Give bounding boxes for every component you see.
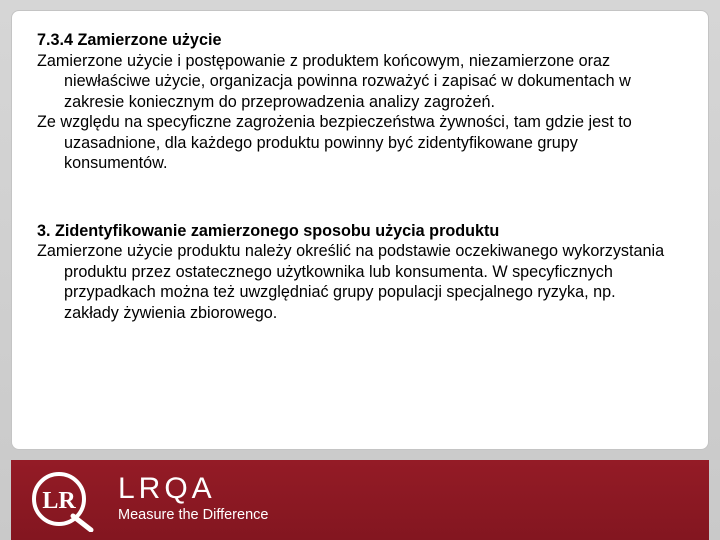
slide-text — [37, 30, 667, 323]
footer-band — [11, 460, 709, 540]
section-heading-intended-use: 7.3.4 Zamierzone użycie — [37, 31, 222, 49]
logo-name: LRQA — [118, 472, 216, 505]
paragraph-intended-use: Zamierzone użycie i postępowanie z produktem końcowym, niezamierzone oraz niewłaściwe użycie, organizacja powinna rozważyć i zapisać w dokumentach w zakresie koniecznym do przeprowadzenia analizy zagrożeń. — [37, 51, 631, 111]
logo-tagline: Measure the Difference — [118, 507, 269, 523]
logo-mark-letters: LR — [42, 488, 76, 514]
lrqa-logo-icon — [29, 468, 95, 532]
paragraph-identification: Zamierzone użycie produktu należy określić na podstawie oczekiwanego wykorzystania produktu przez ostatecznego użytkownika lub konsumenta. W specyficznych przypadkach można też uwzględniać grupy populacji specjalnego ryzyka, np. zakłady żywienia zbiorowego. — [37, 242, 665, 322]
section-heading-identification: 3. Zidentyfikowanie zamierzonego sposobu użycia produktu — [37, 221, 500, 240]
spacer — [37, 174, 667, 221]
paragraph-consumer-groups: Ze względu na specyficzne zagrożenia bezpieczeństwa żywności, tam gdzie jest to uzasadnione, dla każdego produktu powinny być zidentyfikowane grupy konsumentów. — [37, 113, 632, 172]
